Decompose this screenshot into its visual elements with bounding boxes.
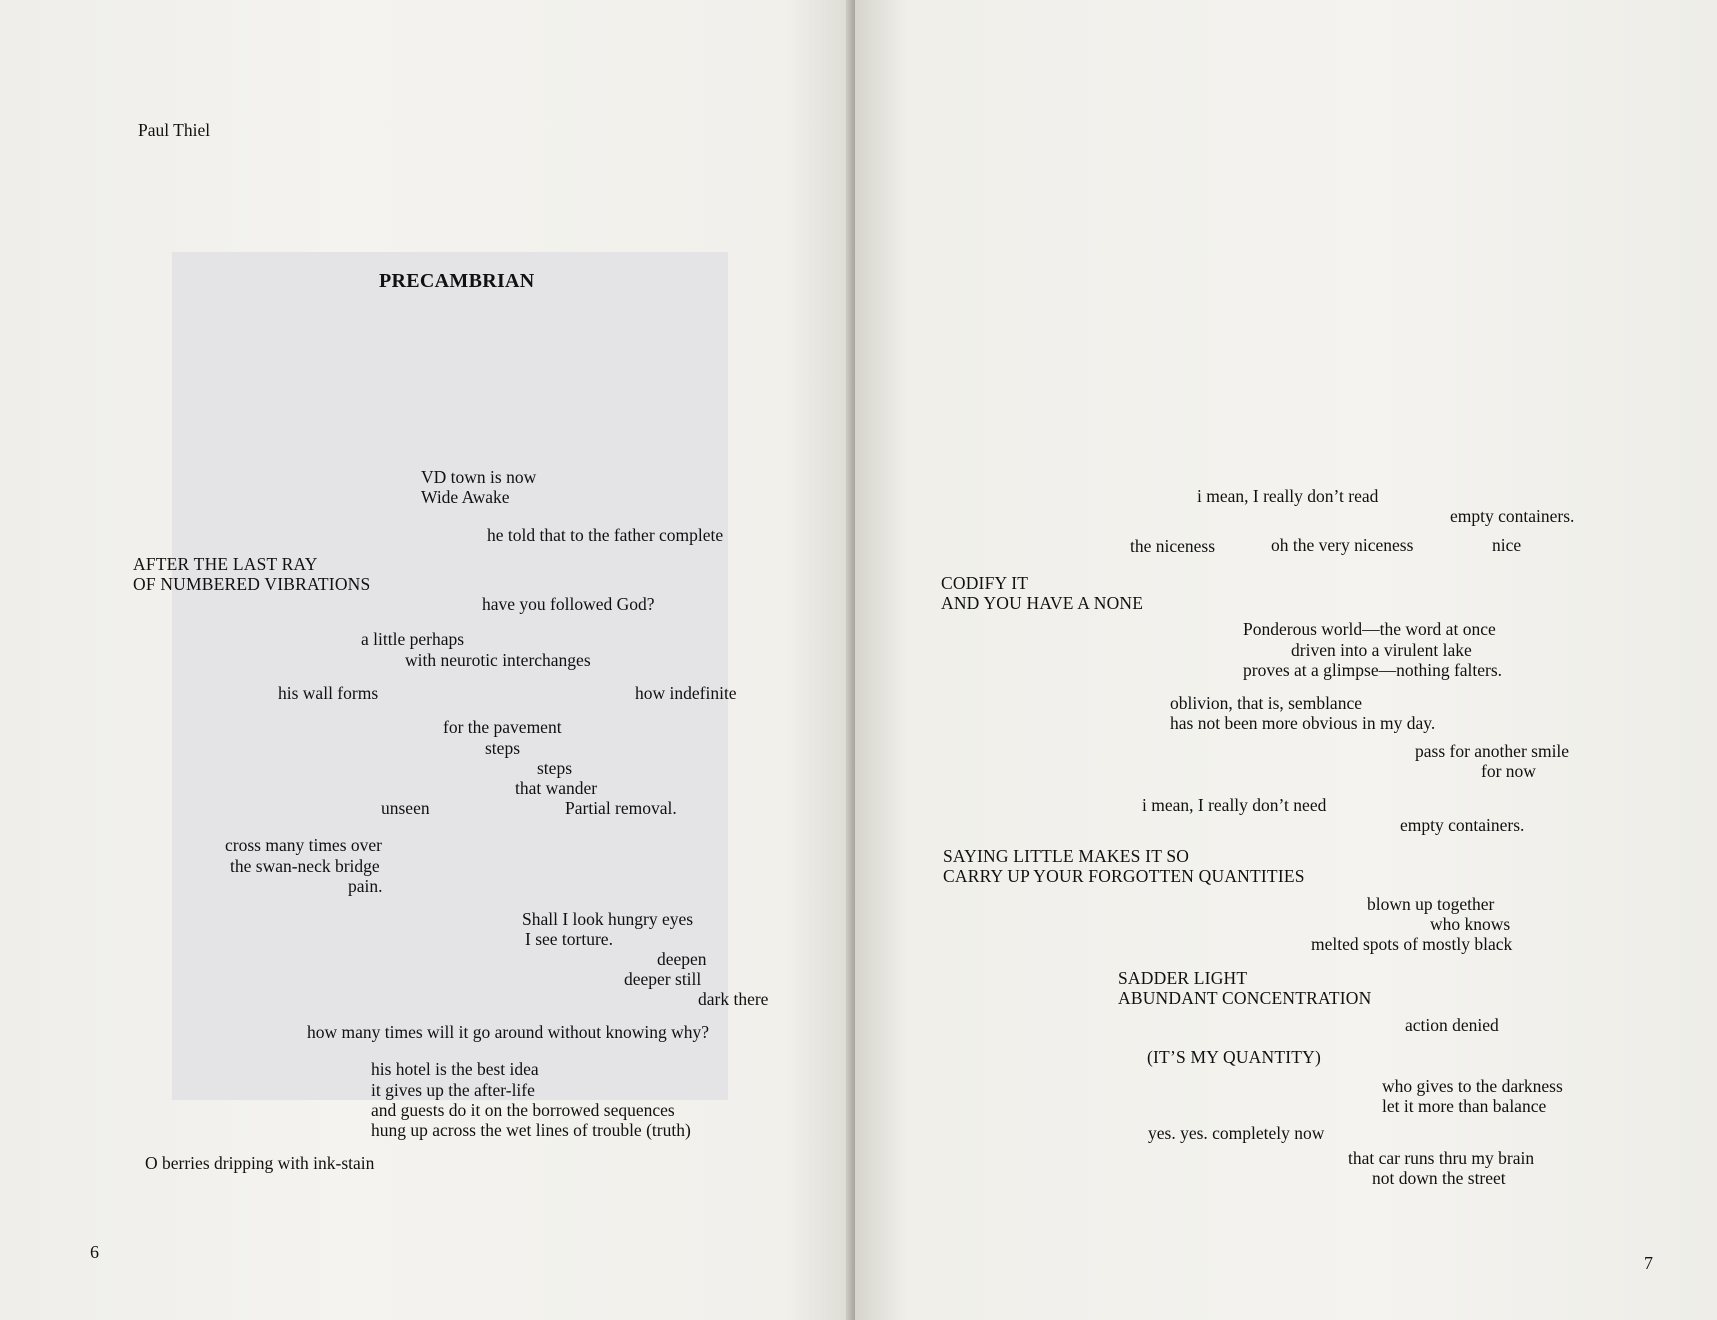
poem-line: Partial removal. bbox=[565, 798, 677, 818]
poem-line: dark there bbox=[698, 989, 769, 1009]
poem-line: let it more than balance bbox=[1382, 1096, 1547, 1116]
poem-line: proves at a glimpse—nothing falters. bbox=[1243, 660, 1503, 680]
poem-line: empty containers. bbox=[1400, 815, 1525, 835]
right-page bbox=[855, 0, 1717, 1320]
poem-line: that car runs thru my brain bbox=[1348, 1148, 1535, 1168]
poem-line: oblivion, that is, semblance bbox=[1170, 693, 1362, 713]
poem-line: AFTER THE LAST RAY bbox=[133, 554, 318, 574]
left-page bbox=[0, 0, 855, 1320]
poem-line: deepen bbox=[657, 949, 707, 969]
poem-line: steps bbox=[485, 738, 520, 758]
poem-line: how indefinite bbox=[635, 683, 737, 703]
poem-line: cross many times over bbox=[225, 835, 382, 855]
poem-line: ABUNDANT CONCENTRATION bbox=[1118, 988, 1372, 1008]
poem-line: who gives to the darkness bbox=[1382, 1076, 1563, 1096]
poem-line: i mean, I really don’t need bbox=[1142, 795, 1327, 815]
poem-line: nice bbox=[1492, 535, 1522, 555]
poem-line: Shall I look hungry eyes bbox=[522, 909, 694, 929]
poem-line: a little perhaps bbox=[361, 629, 465, 649]
poem-line: hung up across the wet lines of trouble (truth) bbox=[371, 1120, 691, 1140]
poem-line: i mean, I really don’t read bbox=[1197, 486, 1379, 506]
poem-line: oh the very niceness bbox=[1271, 535, 1414, 555]
poem-line: driven into a virulent lake bbox=[1291, 640, 1472, 660]
poem-line: pass for another smile bbox=[1415, 741, 1570, 761]
poem-line: steps bbox=[537, 758, 572, 778]
poem-line: yes. yes. completely now bbox=[1148, 1123, 1325, 1143]
poem-line: melted spots of mostly black bbox=[1311, 934, 1513, 954]
poem-line: VD town is now bbox=[421, 467, 537, 487]
poem-line: deeper still bbox=[624, 969, 702, 989]
poem-line: for the pavement bbox=[443, 717, 562, 737]
page-number: 7 bbox=[1644, 1253, 1653, 1273]
poem-line: (IT’S MY QUANTITY) bbox=[1147, 1047, 1322, 1067]
poem-line: how many times will it go around without knowing why? bbox=[307, 1022, 709, 1042]
poem-line: action denied bbox=[1405, 1015, 1499, 1035]
poem-line: his wall forms bbox=[278, 683, 379, 703]
poem-line: blown up together bbox=[1367, 894, 1495, 914]
poem-line: unseen bbox=[381, 798, 430, 818]
poem-line: it gives up the after-life bbox=[371, 1080, 535, 1100]
author-name: Paul Thiel bbox=[138, 120, 211, 140]
poem-line: with neurotic interchanges bbox=[405, 650, 591, 670]
poem-line: his hotel is the best idea bbox=[371, 1059, 539, 1079]
poem-line: and guests do it on the borrowed sequences bbox=[371, 1100, 675, 1120]
poem-line: pain. bbox=[348, 876, 383, 896]
poem-line: O berries dripping with ink-stain bbox=[145, 1153, 375, 1173]
poem-line: have you followed God? bbox=[482, 594, 655, 614]
poem-line: I see torture. bbox=[525, 929, 613, 949]
poem-line: the niceness bbox=[1130, 536, 1216, 556]
poem-line: SAYING LITTLE MAKES IT SO bbox=[943, 846, 1190, 866]
poem-line: that wander bbox=[515, 778, 598, 798]
poem-line: Ponderous world—the word at once bbox=[1243, 619, 1496, 639]
poem-line: for now bbox=[1481, 761, 1536, 781]
poem-line: CODIFY IT bbox=[941, 573, 1029, 593]
poem-title: PRECAMBRIAN bbox=[379, 270, 535, 292]
poem-line: he told that to the father complete bbox=[487, 525, 724, 545]
poem-line: AND YOU HAVE A NONE bbox=[941, 593, 1144, 613]
poem-line: SADDER LIGHT bbox=[1118, 968, 1248, 988]
poem-line: the swan-neck bridge bbox=[230, 856, 380, 876]
poem-line: has not been more obvious in my day. bbox=[1170, 713, 1436, 733]
poem-line: empty containers. bbox=[1450, 506, 1575, 526]
poem-line: who knows bbox=[1430, 914, 1511, 934]
page-number: 6 bbox=[90, 1242, 99, 1262]
poem-line: Wide Awake bbox=[421, 487, 510, 507]
poem-line: not down the street bbox=[1372, 1168, 1506, 1188]
poem-line: OF NUMBERED VIBRATIONS bbox=[133, 574, 371, 594]
poem-line: CARRY UP YOUR FORGOTTEN QUANTITIES bbox=[943, 866, 1305, 886]
